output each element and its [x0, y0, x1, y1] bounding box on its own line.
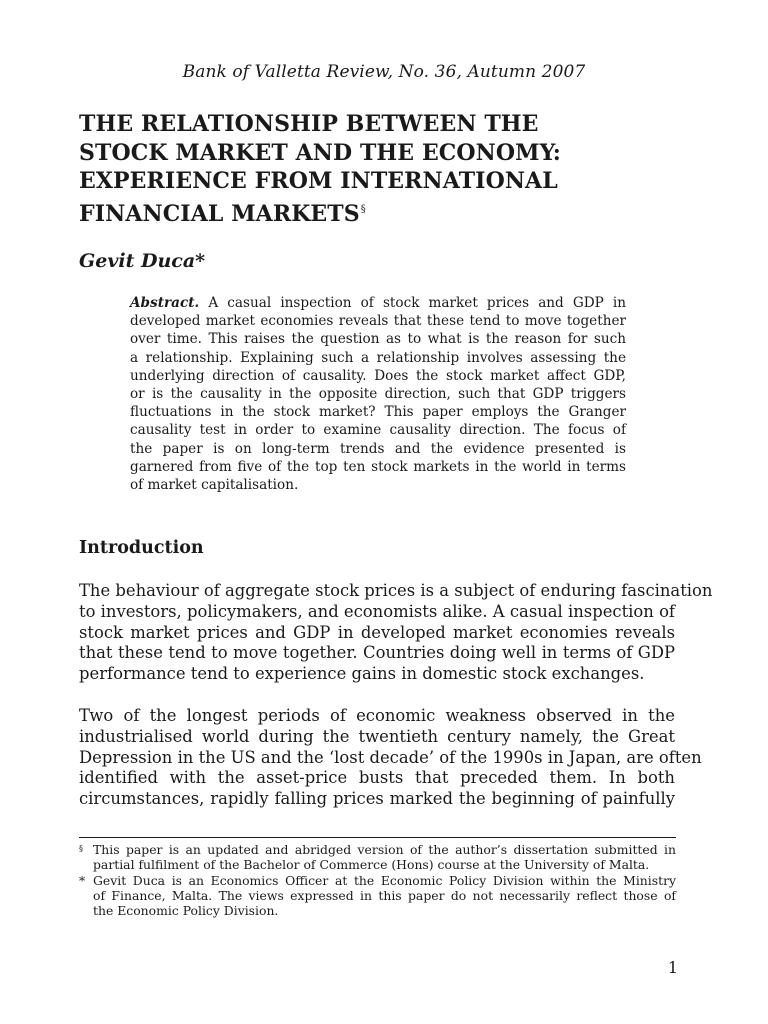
author-name: Gevit Duca* [79, 250, 206, 272]
footnote-mark: * [79, 873, 86, 888]
footnote-mark: § [79, 844, 83, 853]
body-paragraph-2 [79, 706, 702, 810]
abstract-line: a relationship. Explaining such a relationship involves assessing the [130, 349, 626, 366]
paragraph-line: The behaviour of aggregate stock prices is a subject of enduring fascination [79, 581, 713, 600]
footnote-line: of Finance, Malta. The views expressed in this paper do not necessarily reflect those of [93, 888, 676, 903]
article-title [79, 110, 679, 228]
title-line-text: FINANCIAL MARKETS [79, 200, 360, 227]
title-line: THE RELATIONSHIP BETWEEN THE [79, 111, 539, 137]
footnote-author [79, 873, 676, 918]
body-paragraph-1 [79, 581, 713, 685]
abstract-label: Abstract. [130, 295, 200, 311]
paragraph-line: industrialised world during the twentieth century namely, the Great [79, 726, 675, 746]
footnote-line: This paper is an updated and abridged version of the author’s dissertation submitted in [93, 842, 676, 857]
abstract [130, 294, 626, 494]
paragraph-line: stock market prices and GDP in developed market economies reveals [79, 622, 675, 642]
paragraph-line: to investors, policymakers, and economists alike. A casual inspection of [79, 601, 675, 621]
abstract-line: of market capitalisation. [130, 476, 299, 493]
abstract-line: developed market economies reveals that these tend to move together [130, 313, 626, 330]
footnotes [79, 842, 676, 919]
abstract-line: fluctuations in the stock market? This paper employs the Granger [130, 404, 626, 421]
paragraph-line: circumstances, rapidly falling prices marked the beginning of painfully [79, 789, 675, 809]
paragraph-line: that these tend to move together. Countries doing well in terms of GDP [79, 643, 675, 663]
page-number: 1 [667, 958, 678, 977]
abstract-line: over time. This raises the question as to what is the reason for such [130, 331, 626, 348]
title-line [79, 196, 679, 229]
abstract-line: underlying direction of causality. Does the stock market affect GDP, [130, 367, 626, 384]
title-line: STOCK MARKET AND THE ECONOMY: [79, 139, 561, 166]
section-heading: Introduction [79, 538, 204, 558]
paragraph-line: identified with the asset-price busts that preceded them. In both [79, 768, 675, 788]
paragraph-line: Two of the longest periods of economic weakness observed in the [79, 706, 675, 725]
title-footnote-mark: § [360, 203, 366, 215]
abstract-line: garnered from five of the top ten stock markets in the world in terms [130, 458, 626, 475]
footnote-line: partial fulfilment of the Bachelor of Commerce (Hons) course at the University of Malta. [93, 857, 650, 872]
footnote-line: Gevit Duca is an Economics Officer at the Economic Policy Division within the Ministry [93, 873, 676, 888]
abstract-line: the paper is on long-term trends and the evidence presented is [130, 440, 626, 457]
footnote-divider [79, 837, 676, 838]
footnote-section-mark [79, 842, 676, 872]
journal-header: Bank of Valletta Review, No. 36, Autumn 2007 [182, 62, 586, 82]
paragraph-line: performance tend to experience gains in domestic stock exchanges. [79, 664, 645, 684]
abstract-line: causality test in order to examine causality direction. The focus of [130, 422, 626, 439]
footnote-line: the Economic Policy Division. [93, 903, 279, 918]
abstract-line: or is the causality in the opposite direction, such that GDP triggers [130, 385, 626, 402]
abstract-line [130, 294, 626, 312]
abstract-line-text: A casual inspection of stock market prices and GDP in [208, 295, 626, 311]
title-line: EXPERIENCE FROM INTERNATIONAL [79, 168, 558, 194]
paragraph-line: Depression in the US and the ‘lost decade’ of the 1990s in Japan, are often [79, 747, 702, 767]
